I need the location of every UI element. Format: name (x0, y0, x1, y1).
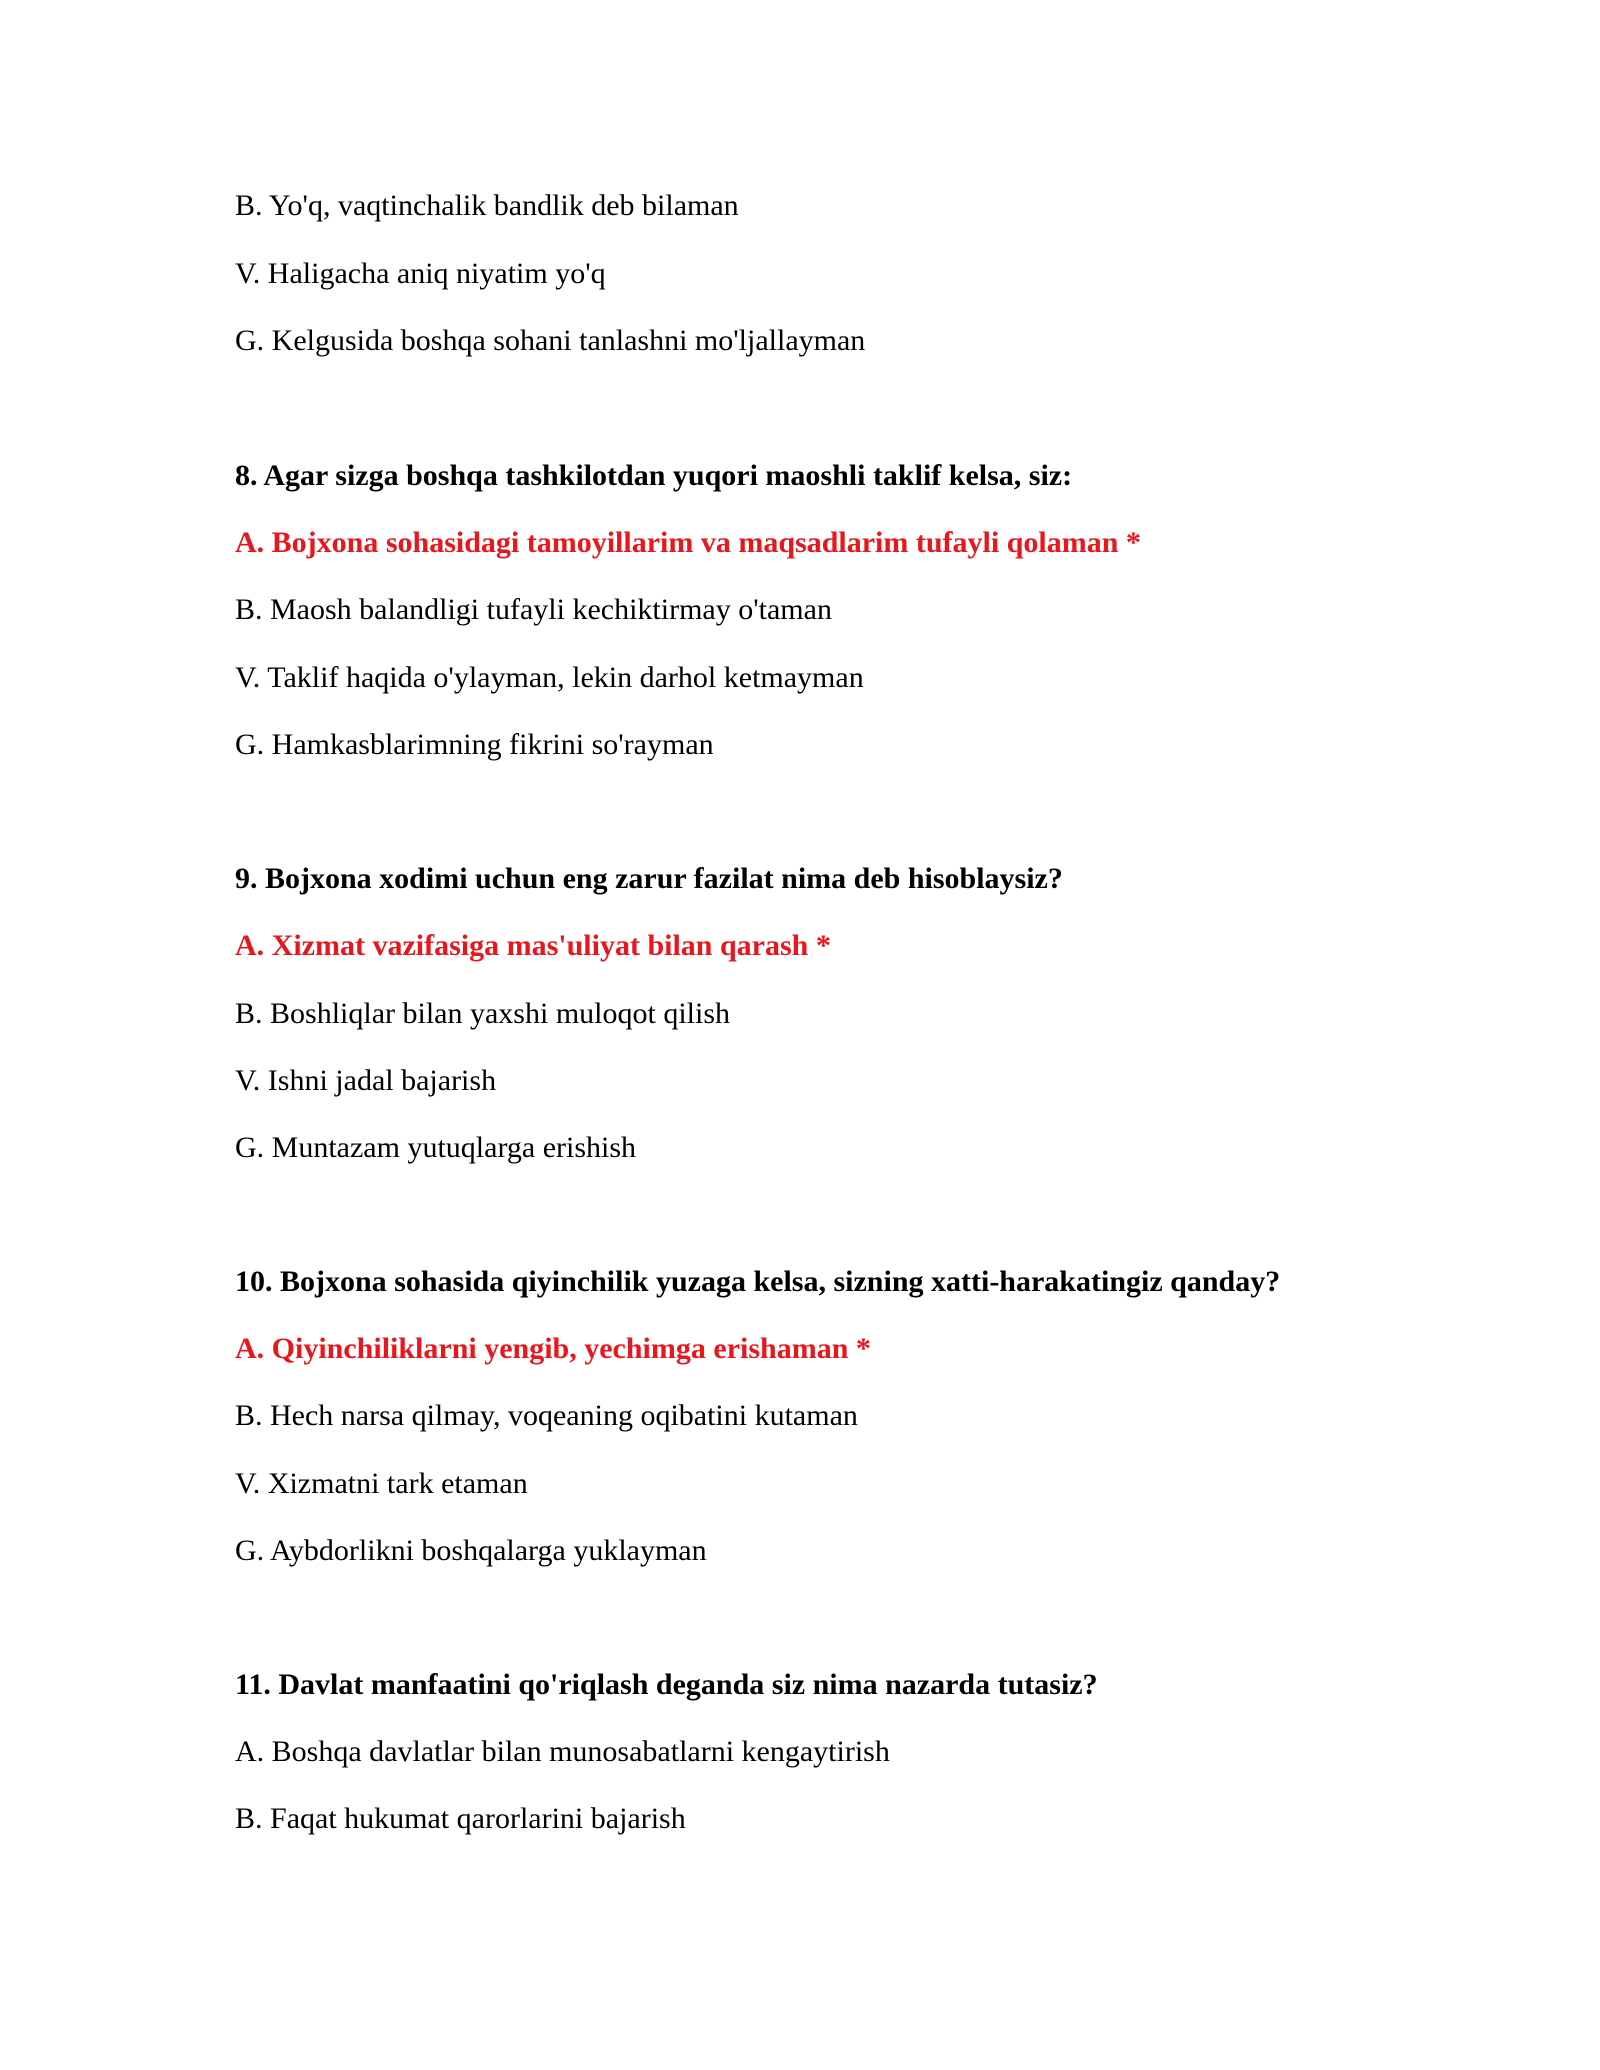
q7-option-g: G. Kelgusida boshqa sohani tanlashni mo'ljallayman (235, 324, 866, 357)
q8-option-a-correct: A. Bojxona sohasidagi tamoyillarim va maqsadlarim tufayli qolaman * (235, 526, 1141, 559)
q9-option-v: V. Ishni jadal bajarish (235, 1064, 497, 1097)
q7-option-v: V. Haligacha aniq niyatim yo'q (235, 257, 606, 290)
q10-option-g: G. Aybdorlikni boshqalarga yuklayman (235, 1534, 707, 1567)
q8-option-v: V. Taklif haqida o'ylayman, lekin darhol ketmayman (235, 661, 864, 694)
q9-option-g: G. Muntazam yutuqlarga erishish (235, 1131, 637, 1164)
q10-option-a-correct: A. Qiyinchiliklarni yengib, yechimga erishaman * (235, 1332, 871, 1365)
q8-question: 8. Agar sizga boshqa tashkilotdan yuqori maoshli taklif kelsa, siz: (235, 459, 1073, 492)
q9-option-b: B. Boshliqlar bilan yaxshi muloqot qilish (235, 997, 730, 1030)
q9-option-a-correct: A. Xizmat vazifasiga mas'uliyat bilan qarash * (235, 929, 831, 962)
q8-option-b: B. Maosh balandligi tufayli kechiktirmay o'taman (235, 593, 832, 626)
q11-question: 11. Davlat manfaatini qo'riqlash deganda siz nima nazarda tutasiz? (235, 1668, 1098, 1701)
q10-option-v: V. Xizmatni tark etaman (235, 1467, 528, 1500)
q8-option-g: G. Hamkasblarimning fikrini so'rayman (235, 728, 714, 761)
q7-option-b: B. Yo'q, vaqtinchalik bandlik deb bilaman (235, 189, 739, 222)
q11-option-a: A. Boshqa davlatlar bilan munosabatlarni kengaytirish (235, 1735, 890, 1768)
q10-question: 10. Bojxona sohasida qiyinchilik yuzaga kelsa, sizning xatti-harakatingiz qanday? (235, 1265, 1281, 1298)
q11-option-b: B. Faqat hukumat qarorlarini bajarish (235, 1802, 686, 1835)
q10-option-b: B. Hech narsa qilmay, voqeaning oqibatini kutaman (235, 1399, 858, 1432)
q9-question: 9. Bojxona xodimi uchun eng zarur fazilat nima deb hisoblaysiz? (235, 862, 1063, 895)
